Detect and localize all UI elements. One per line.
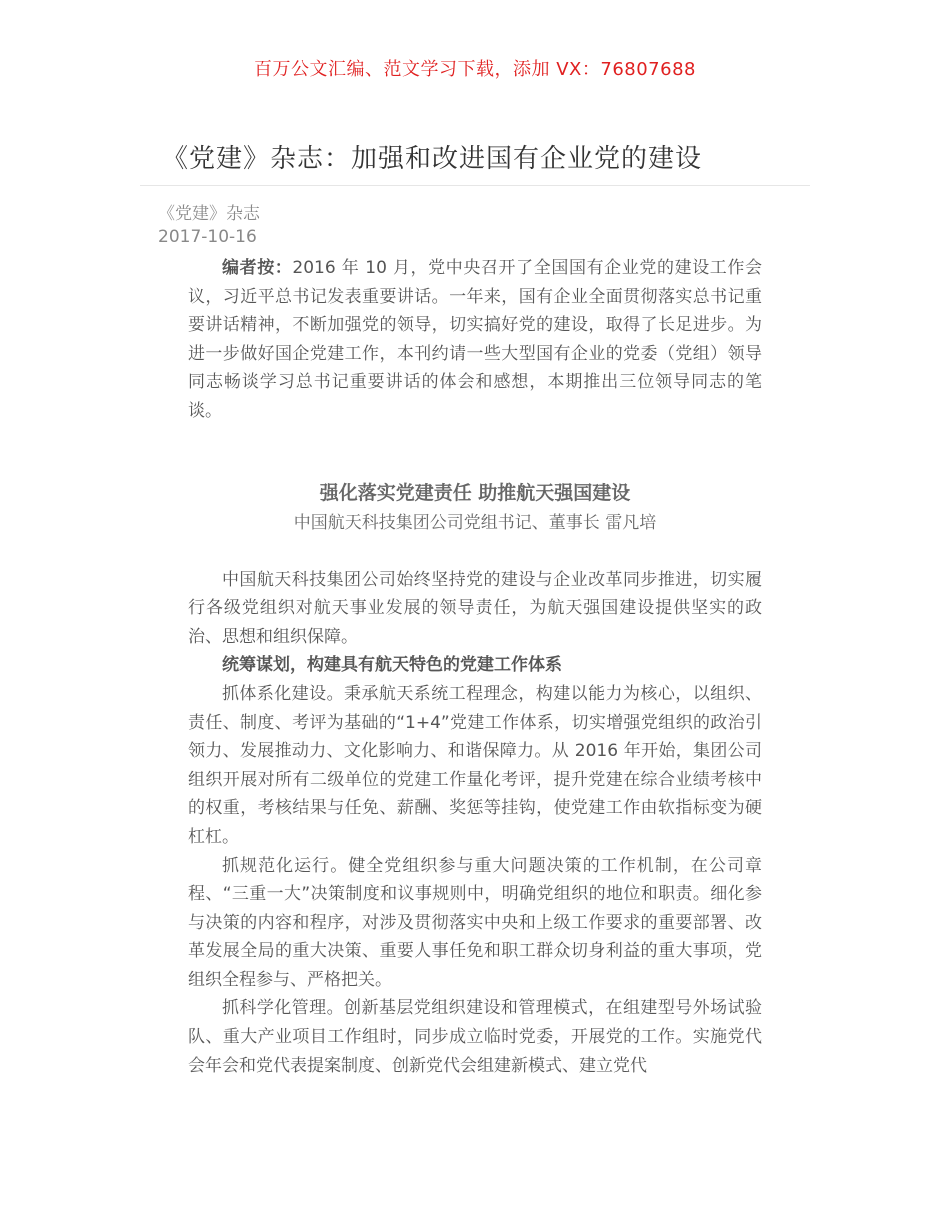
article-title: 《党建》杂志：加强和改进国有企业党的建设: [162, 144, 703, 174]
editor-note: [188, 254, 762, 426]
article-source: 《党建》杂志: [158, 204, 260, 224]
body-paragraph: 抓规范化运行。健全党组织参与重大问题决策的工作机制，在公司章程、“三重一大”决策制度和议事规则中，明确党组织的地位和职责。细化参与决策的内容和程序，对涉及贯彻落实中央和上级工作要求的重要部署、改革发展全局的重大决策、重要人事任免和职工群众切身利益的重大事项，党组织全程参与、严格把关。: [188, 855, 762, 990]
article-meta: [158, 203, 260, 249]
section-subheading: 统筹谋划，构建具有航天特色的党建工作体系: [222, 655, 562, 676]
section-intro: 中国航天科技集团公司始终坚持党的建设与企业改革同步推进，切实履行各级党组织对航天事业发展的领导责任，为航天强国建设提供坚实的政治、思想和组织保障。: [188, 569, 762, 647]
title-divider: [140, 185, 810, 186]
article-date: 2017-10-16: [158, 227, 257, 247]
body-paragraph: 抓科学化管理。创新基层党组织建设和管理模式，在组建型号外场试验队、重大产业项目工作组时，同步成立临时党委，开展党的工作。实施党代会年会和党代表提案制度、创新党代会组建新模式、建立党代: [188, 998, 762, 1076]
editor-note-label: 编者按：: [222, 258, 293, 278]
body-paragraph: 抓体系化建设。秉承航天系统工程理念，构建以能力为核心，以组织、责任、制度、考评为基础的“1+4”党建工作体系，切实增强党组织的政治引领力、发展推动力、文化影响力、和谐保障力。从 2016 年开始，集团公司组织开展对所有二级单位的党建工作量化考评，提升党建在综合业绩考核中的权重，考核结果与任免、薪酬、奖惩等挂钩，使党建工作由软指标变为硬杠杠。: [188, 683, 762, 847]
section-author: 中国航天科技集团公司党组书记、董事长 雷凡培: [293, 512, 657, 533]
promo-banner: 百万公文汇编、范文学习下载，添加 VX：76807688: [254, 59, 696, 80]
article-body: [188, 254, 762, 1080]
editor-note-text: 2016 年 10 月，党中央召开了全国国有企业党的建设工作会议，习近平总书记发表重要讲话。一年来，国有企业全面贯彻落实总书记重要讲话精神，不断加强党的领导，切实搞好党的建设，取得了长足进步。为进一步做好国企党建工作，本刊约请一些大型国有企业的党委（党组）领导同志畅谈学习总书记重要讲话的体会和感想，本期推出三位领导同志的笔谈。: [188, 258, 763, 421]
section-title: 强化落实党建责任 助推航天强国建设: [319, 481, 631, 504]
